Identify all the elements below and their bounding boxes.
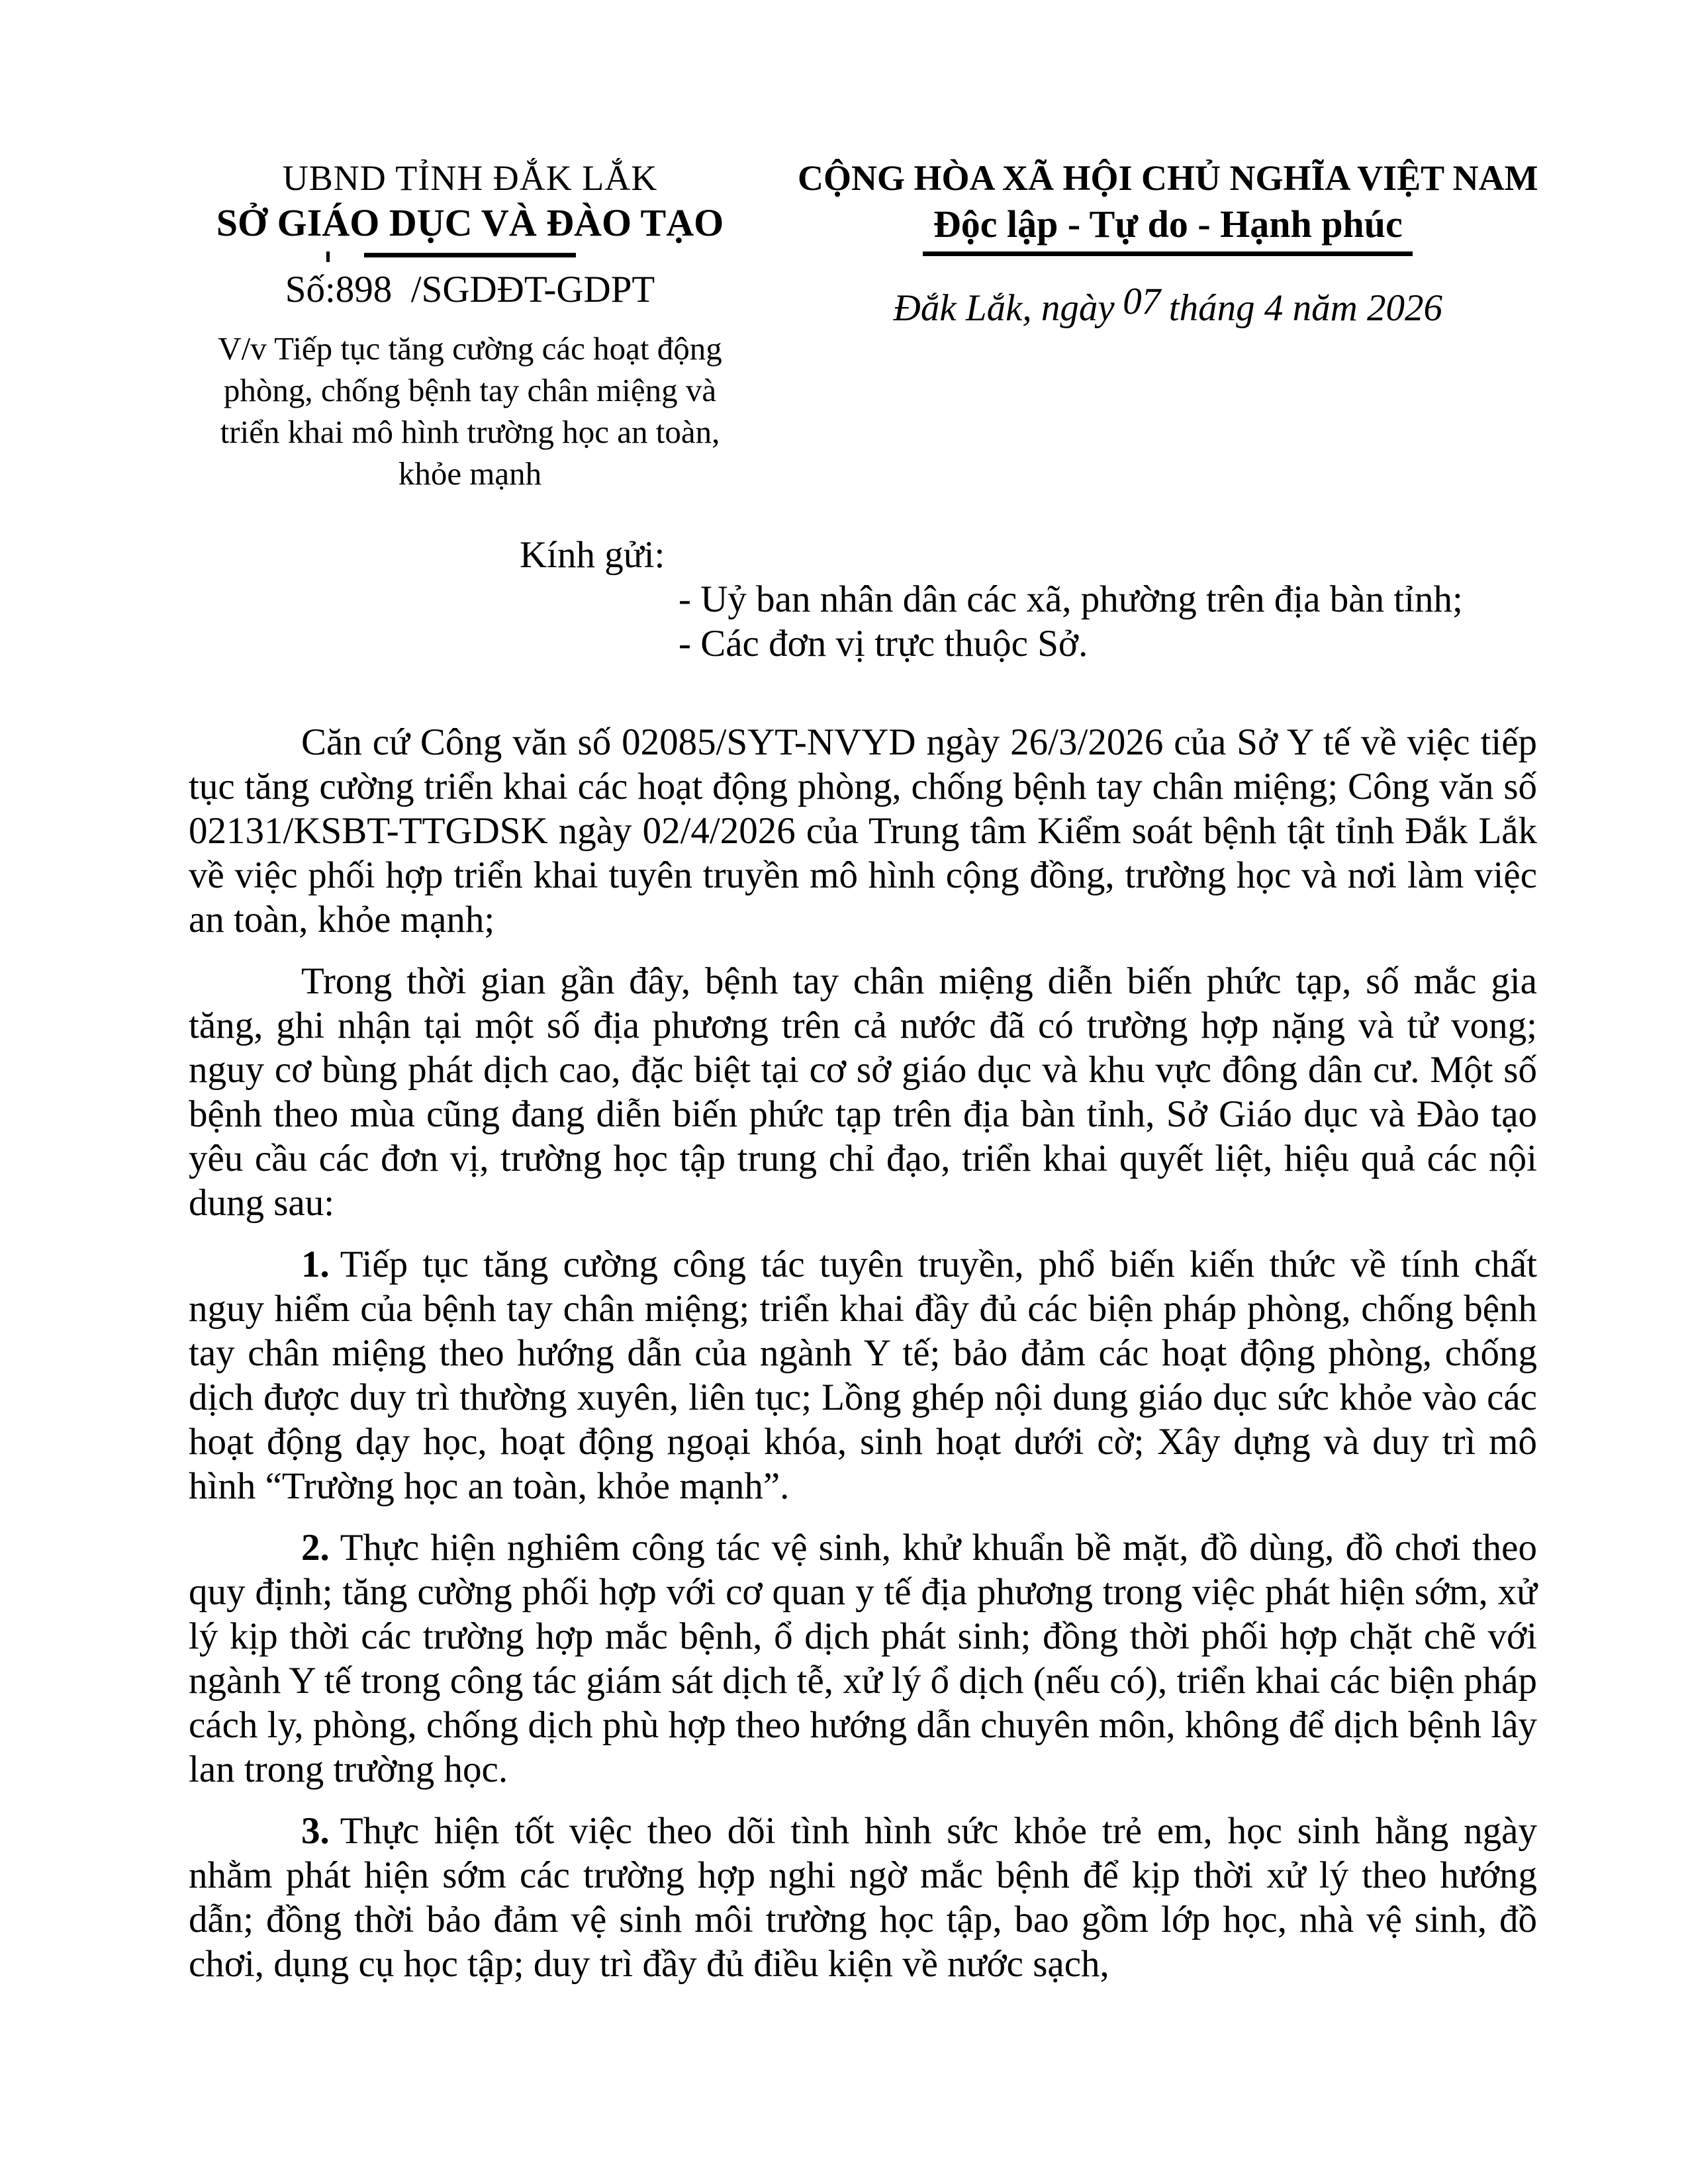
document-header — [189, 158, 1537, 494]
paragraph-number: 3. — [301, 1810, 330, 1852]
body-paragraph — [189, 1242, 1537, 1508]
body-paragraph — [189, 959, 1537, 1225]
national-motto: Độc lập - Tự do - Hạnh phúc — [933, 203, 1403, 246]
body-paragraph — [189, 720, 1537, 942]
date-prefix: Đắk Lắk, ngày — [893, 287, 1115, 329]
subject-line: phòng, chống bệnh tay chân miệng và — [223, 372, 717, 408]
salutation-label: Kính gửi: — [520, 534, 665, 576]
date-suffix: tháng 4 năm 2026 — [1168, 287, 1442, 329]
document-body — [189, 720, 1537, 1986]
paragraph-text: Căn cứ Công văn số 02085/SYT-NVYD ngày 26/3/2026 của Sở Y tế về việc tiếp tục tăng cường triển khai các hoạt động phòng, chống bệnh tay chân miệng; Công văn số 02131/KSBT-TTGDSK ngày 02/4/2026 của Trung tâm Kiểm soát bệnh tật tỉnh Đắk Lắk về việc phối hợp triển khai tuyên truyền mô hình cộng đồng, trường học và nơi làm việc an toàn, khỏe mạnh; — [189, 721, 1537, 940]
paragraph-text: Trong thời gian gần đây, bệnh tay chân miệng diễn biến phức tạp, số mắc gia tăng, ghi nhận tại một số địa phương trên cả nước đã có trường hợp nặng và tử vong; nguy cơ bùng phát dịch cao, đặc biệt tại cơ sở giáo dục và khu vực đông dân cư. Một số bệnh theo mùa cũng đang diễn biến phức tạp trên địa bàn tỉnh, Sở Giáo dục và Đào tạo yêu cầu các đơn vị, trường học tập trung chỉ đạo, triển khai quyết liệt, hiệu quả các nội dung sau: — [189, 960, 1537, 1224]
paragraph-number: 1. — [301, 1244, 330, 1285]
motto-underline — [923, 251, 1413, 256]
paragraph-text: Thực hiện nghiêm công tác vệ sinh, khử khuẩn bề mặt, đồ dùng, đồ chơi theo quy định; tăng cường phối hợp với cơ quan y tế địa phương trong việc phát hiện sớm, xử lý kịp thời các trường hợp mắc bệnh, ổ dịch phát sinh; đồng thời phối hợp chặt chẽ với ngành Y tế trong công tác giám sát dịch tễ, xử lý ổ dịch (nếu có), triển khai các biện pháp cách ly, phòng, chống dịch phù hợp theo hướng dẫn chuyên môn, không để dịch bệnh lây lan trong trường học. — [189, 1527, 1537, 1790]
salutation-block — [520, 533, 1688, 666]
issuing-org-name: SỞ GIÁO DỤC VÀ ĐÀO TẠO — [216, 201, 724, 244]
national-title: CỘNG HÒA XÃ HỘI CHỦ NGHĨA VIỆT NAM — [798, 158, 1538, 198]
paragraph-text: Tiếp tục tăng cường công tác tuyên truyền, phổ biến kiến thức về tính chất nguy hiểm của bệnh tay chân miệng; triển khai đầy đủ các biện pháp phòng, chống bệnh tay chân miệng theo hướng dẫn của ngành Y tế; bảo đảm các hoạt động phòng, chống dịch được duy trì thường xuyên, liên tục; Lồng ghép nội dung giáo dục sức khỏe vào các hoạt động dạy học, hoạt động ngoại khóa, sinh hoạt dưới cờ; Xây dựng và duy trì mô hình “Trường học an toàn, khỏe mạnh”. — [189, 1244, 1537, 1507]
document-subject — [189, 328, 751, 494]
body-paragraph — [189, 1809, 1537, 1986]
issuing-agency-block — [189, 158, 751, 494]
body-paragraph — [189, 1525, 1537, 1792]
subject-line: khỏe mạnh — [398, 455, 542, 492]
national-header-block — [798, 158, 1538, 494]
scan-artifact-mark — [326, 251, 330, 262]
date-day: 07 — [1123, 280, 1161, 322]
parent-org-name: UBND TỈNH ĐẮK LẮK — [282, 158, 658, 198]
paragraph-number: 2. — [301, 1527, 330, 1569]
recipient-item: - Uỷ ban nhân dân các xã, phường trên địa bàn tỉnh; — [679, 578, 1463, 620]
recipient-list — [679, 577, 1688, 666]
subject-line: triển khai mô hình trường học an toàn, — [220, 414, 720, 450]
paragraph-text: Thực hiện tốt việc theo dõi tình hình sức khỏe trẻ em, học sinh hằng ngày nhằm phát hiện sớm các trường hợp nghi ngờ mắc bệnh để kịp thời xử lý theo hướng dẫn; đồng thời bảo đảm vệ sinh môi trường học tập, bao gồm lớp học, nhà vệ sinh, đồ chơi, dụng cụ học tập; duy trì đầy đủ điều kiện về nước sạch, — [189, 1810, 1537, 1985]
subject-line: V/v Tiếp tục tăng cường các hoạt động — [218, 330, 722, 367]
org-name-underline — [364, 253, 576, 257]
org-name-underline-wrap — [189, 253, 751, 257]
document-number: Số:898 /SGDĐT-GDPT — [285, 269, 655, 310]
recipient-item: - Các đơn vị trực thuộc Sở. — [679, 623, 1088, 664]
place-date-line — [798, 280, 1538, 330]
